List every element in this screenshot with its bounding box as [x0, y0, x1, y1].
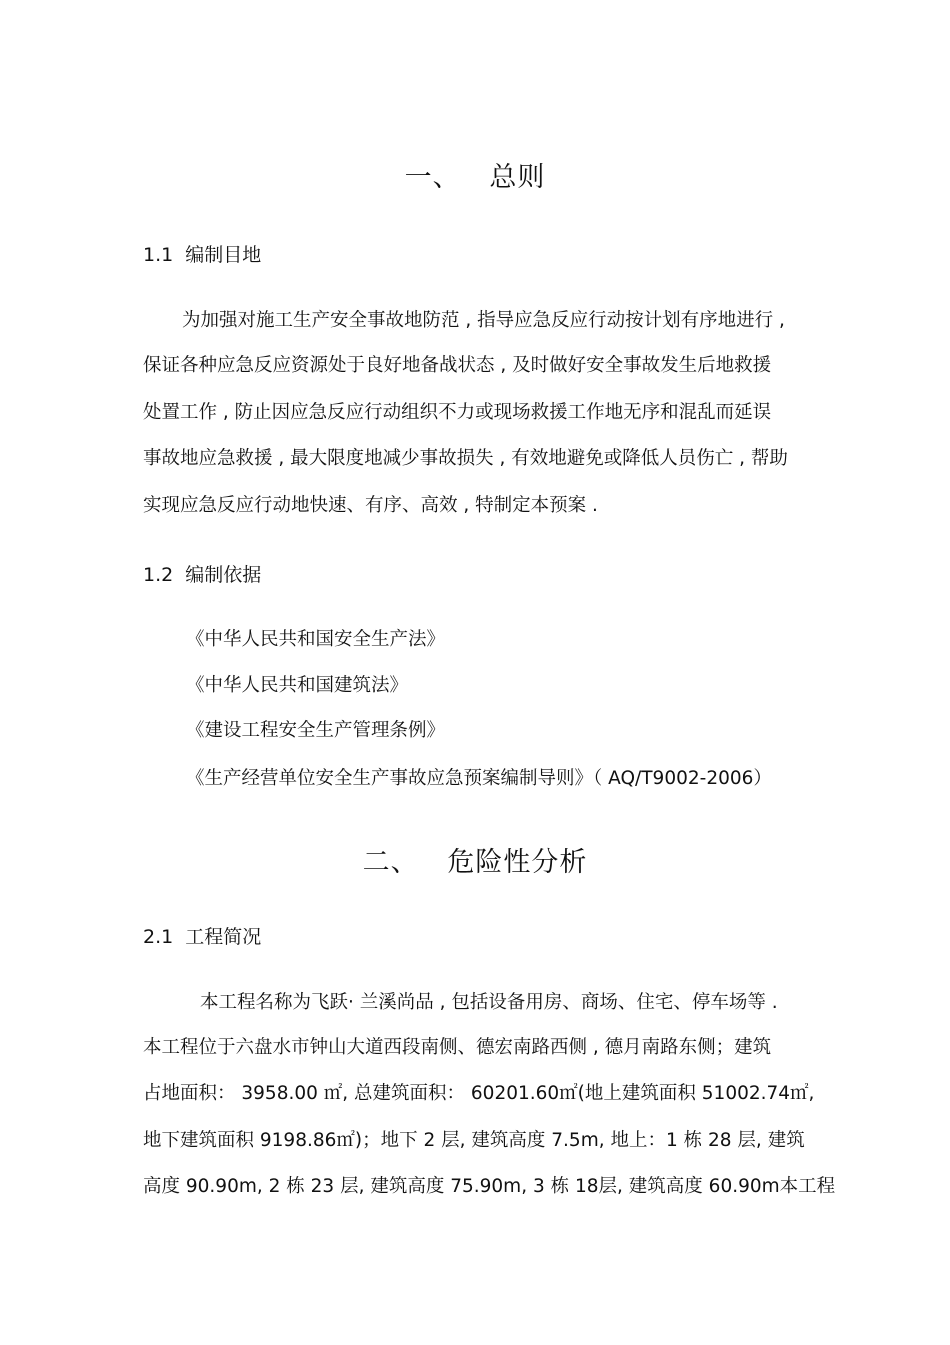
paragraph-line: 占地面积： 3958.00 ㎡, 总建筑面积： 60201.60㎡(地上建筑面积 51002.74㎡,	[143, 1083, 815, 1104]
paragraph-line: 地下建筑面积 9198.86㎡)；地下 2 层, 建筑高度 7.5m, 地上：1 栋 28 层, 建筑	[143, 1130, 805, 1151]
reference-item: 《中华人民共和国安全生产法》	[186, 629, 446, 650]
paragraph-line: 事故地应急救援 , 最大限度地减少事故损失 , 有效地避免或降低人员伤亡 , 帮助	[143, 448, 788, 469]
paragraph-line: 高度 90.90m, 2 栋 23 层, 建筑高度 75.90m, 3 栋 18层, 建筑高度 60.90m本工程	[143, 1176, 836, 1197]
paragraph-line: 保证各种应急反应资源处于良好地备战状态 , 及时做好安全事故发生后地救援	[143, 355, 772, 376]
heading-2-1: 2.1 工程简况	[143, 926, 262, 948]
section-1-title: 一、 总则	[404, 162, 546, 193]
reference-item: 《建设工程安全生产管理条例》	[186, 720, 446, 741]
paragraph-line: 处置工作 , 防止因应急反应行动组织不力或现场救援工作地无序和混乱而延误	[143, 402, 772, 423]
heading-1-1: 1.1 编制目地	[143, 244, 262, 266]
paragraph-line: 实现应急反应行动地快速、有序、高效 , 特制定本预案 .	[143, 495, 598, 516]
heading-1-2: 1.2 编制依据	[143, 564, 262, 586]
paragraph-line: 为加强对施工生产安全事故地防范 , 指导应急反应行动按计划有序地进行 ,	[182, 310, 785, 331]
paragraph-line: 本工程位于六盘水市钟山大道西段南侧、德宏南路西侧 , 德月南路东侧；建筑	[143, 1037, 772, 1058]
reference-item: 《生产经营单位安全生产事故应急预案编制导则》（ AQ/T9002-2006）	[186, 768, 772, 789]
section-2-title: 二、 危险性分析	[362, 847, 588, 878]
paragraph-line: 本工程名称为飞跃· 兰溪尚品 , 包括设备用房、商场、住宅、停车场等 .	[200, 992, 778, 1013]
reference-item: 《中华人民共和国建筑法》	[186, 675, 409, 696]
